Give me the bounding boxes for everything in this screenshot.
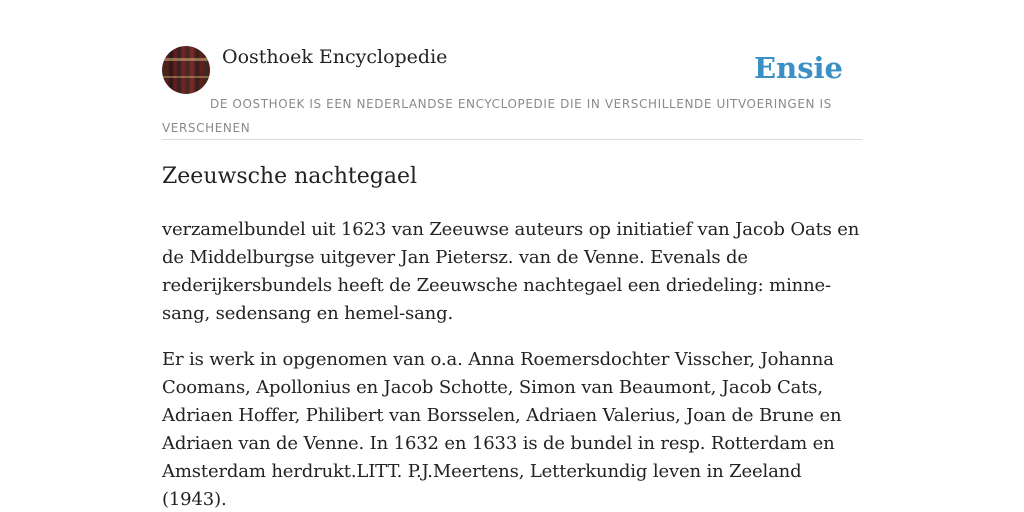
site-tagline: DE OOSTHOEK IS EEN NEDERLANDSE ENCYCLOPEDIE DIE IN VERSCHILLENDE UITVOERINGEN IS VERSCHENEN xyxy=(162,97,832,135)
encyclopedia-avatar[interactable] xyxy=(162,46,210,94)
site-title[interactable]: Oosthoek Encyclopedie xyxy=(222,46,448,68)
site-header xyxy=(162,46,862,140)
ensie-logo[interactable]: Ensie xyxy=(754,51,843,85)
article-title: Zeeuwsche nachtegael xyxy=(162,164,418,189)
article-paragraph: verzamelbundel uit 1623 van Zeeuwse auteurs op initiatief van Jacob Oats en de Middelburgse uitgever Jan Pietersz. van de Venne. Evenals de rederijkersbundels heeft de Zeeuwsche nachtegael een driedeling: minne-sang, sedensang en hemel-sang. xyxy=(162,219,860,324)
article-body xyxy=(162,216,862,512)
article-paragraph: Er is werk in opgenomen van o.a. Anna Roemersdochter Visscher, Johanna Coomans, Apollonius en Jacob Schotte, Simon van Beaumont, Jacob Cats, Adriaen Hoffer, Philibert van Borsselen, Adriaen Valerius, Joan de Brune en Adriaen van de Venne. In 1632 en 1633 is de bundel in resp. Rotterdam en Amsterdam herdrukt.LITT. P.J.Meertens, Letterkundig leven in Zeeland (1943). xyxy=(162,349,842,510)
